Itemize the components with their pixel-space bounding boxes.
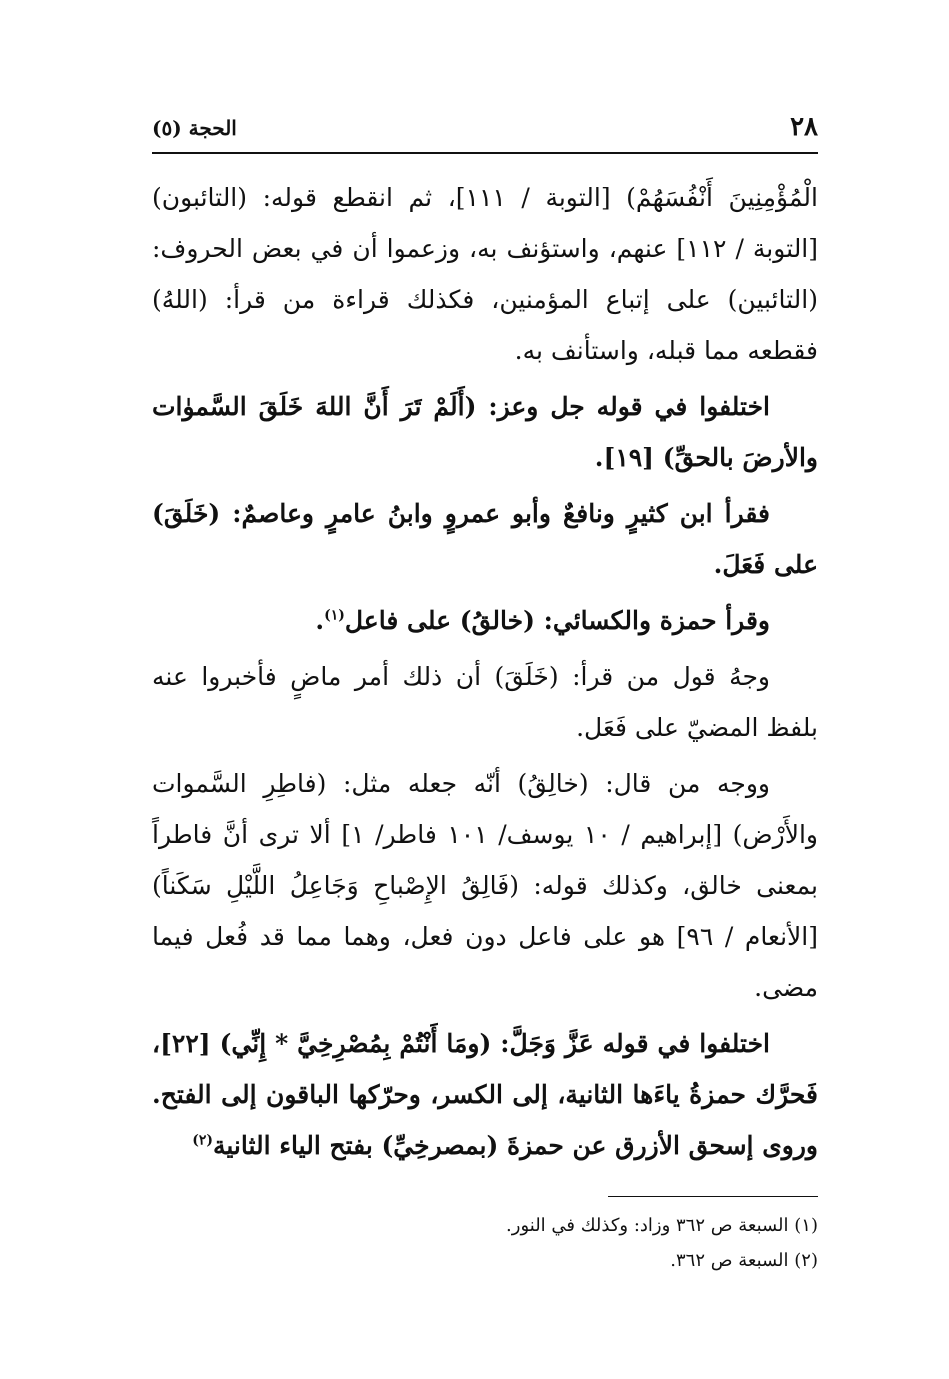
paragraph-7: اختلفوا في قوله عَزَّ وَجَلَّ: (ومَا أَنْتُمْ بِمُصْرِخِيَّ * إِنِّي) [٢٢]، فَحرَّك حمزةُ ياءَها الثانية، إلى الكسر، وحرّكها الباقون إلى الفتح. وروى إسحق الأزرق عن حمزةَ (بمصرخِيِّ) بفتح الياء الثانية$^{(٢)}$ [152, 1029, 818, 1160]
main-text [152, 172, 818, 1176]
footnote-separator [608, 1196, 818, 1197]
paragraph-3: فقرأ ابن كثيرٍ ونافعٌ وأبو عمروٍ وابنُ عامرٍ وعاصمٌ: (خَلَقَ) على فَعَلَ. [152, 499, 818, 579]
footnote-ref-1[interactable]: (١) [324, 607, 345, 624]
footnote-1: (١) السبعة ص ٣٦٢ وزاد: وكذلك في النور. [506, 1215, 818, 1236]
paragraph-1: الْمُؤْمِنِينَ أَنْفُسَهُمْ) [التوبة / ١١١]، ثم انقطع قوله: (التائبون) [التوبة / ١١٢] عنهم، واستؤنف به، وزعموا أن في بعض الحروف: (التائبين) على إتباع المؤمنين، فكذلك قراءة من قرأ: (اللهُ) فقطعه مما قبله، واستأنف به. [152, 183, 819, 365]
paragraph-2: اختلفوا في قوله جل وعز: (أَلَمْ تَرَ أَنَّ اللهَ خَلَقَ السَّموٰات والأرضَ بالحقِّ) [١٩]. [152, 392, 818, 472]
running-title: الحجة (٥) [152, 116, 237, 140]
footnote-ref-2[interactable]: (٢) [192, 1132, 213, 1149]
paragraph-6: ووجه من قال: (خالِقُ) أنّه جعله مثل: (فاطِرِ السَّموات والأَرْض) [إبراهيم / ١٠ يوسف/ ١٠١ فاطر/ ١] ألا ترى أنَّ فاطراً بمعنى خالق، وكذلك قوله: (فَالِقُ الإِصْباحِ وَجَاعِلُ اللَّيْلِ سَكَناً) [الأنعام / ٩٦] هو على فاعل دون فعل، وهما مما قد فُعل فيما مضى. [152, 769, 819, 1002]
paragraph-4: وقرأ حمزة والكسائي: (خالقُ) على فاعل$^{(١)}$. [315, 606, 770, 635]
footnotes [152, 1208, 818, 1278]
header-rule [152, 152, 818, 154]
page-header [152, 112, 818, 154]
paragraph-5: وجهُ قول من قرأ: (خَلَقَ) أن ذلك أمر ماضٍ فأخبروا عنه بلفظ المضيّ على فَعَل. [152, 662, 818, 742]
page-number: ٢٨ [790, 112, 818, 142]
footnote-2: (٢) السبعة ص ٣٦٢. [670, 1250, 818, 1271]
